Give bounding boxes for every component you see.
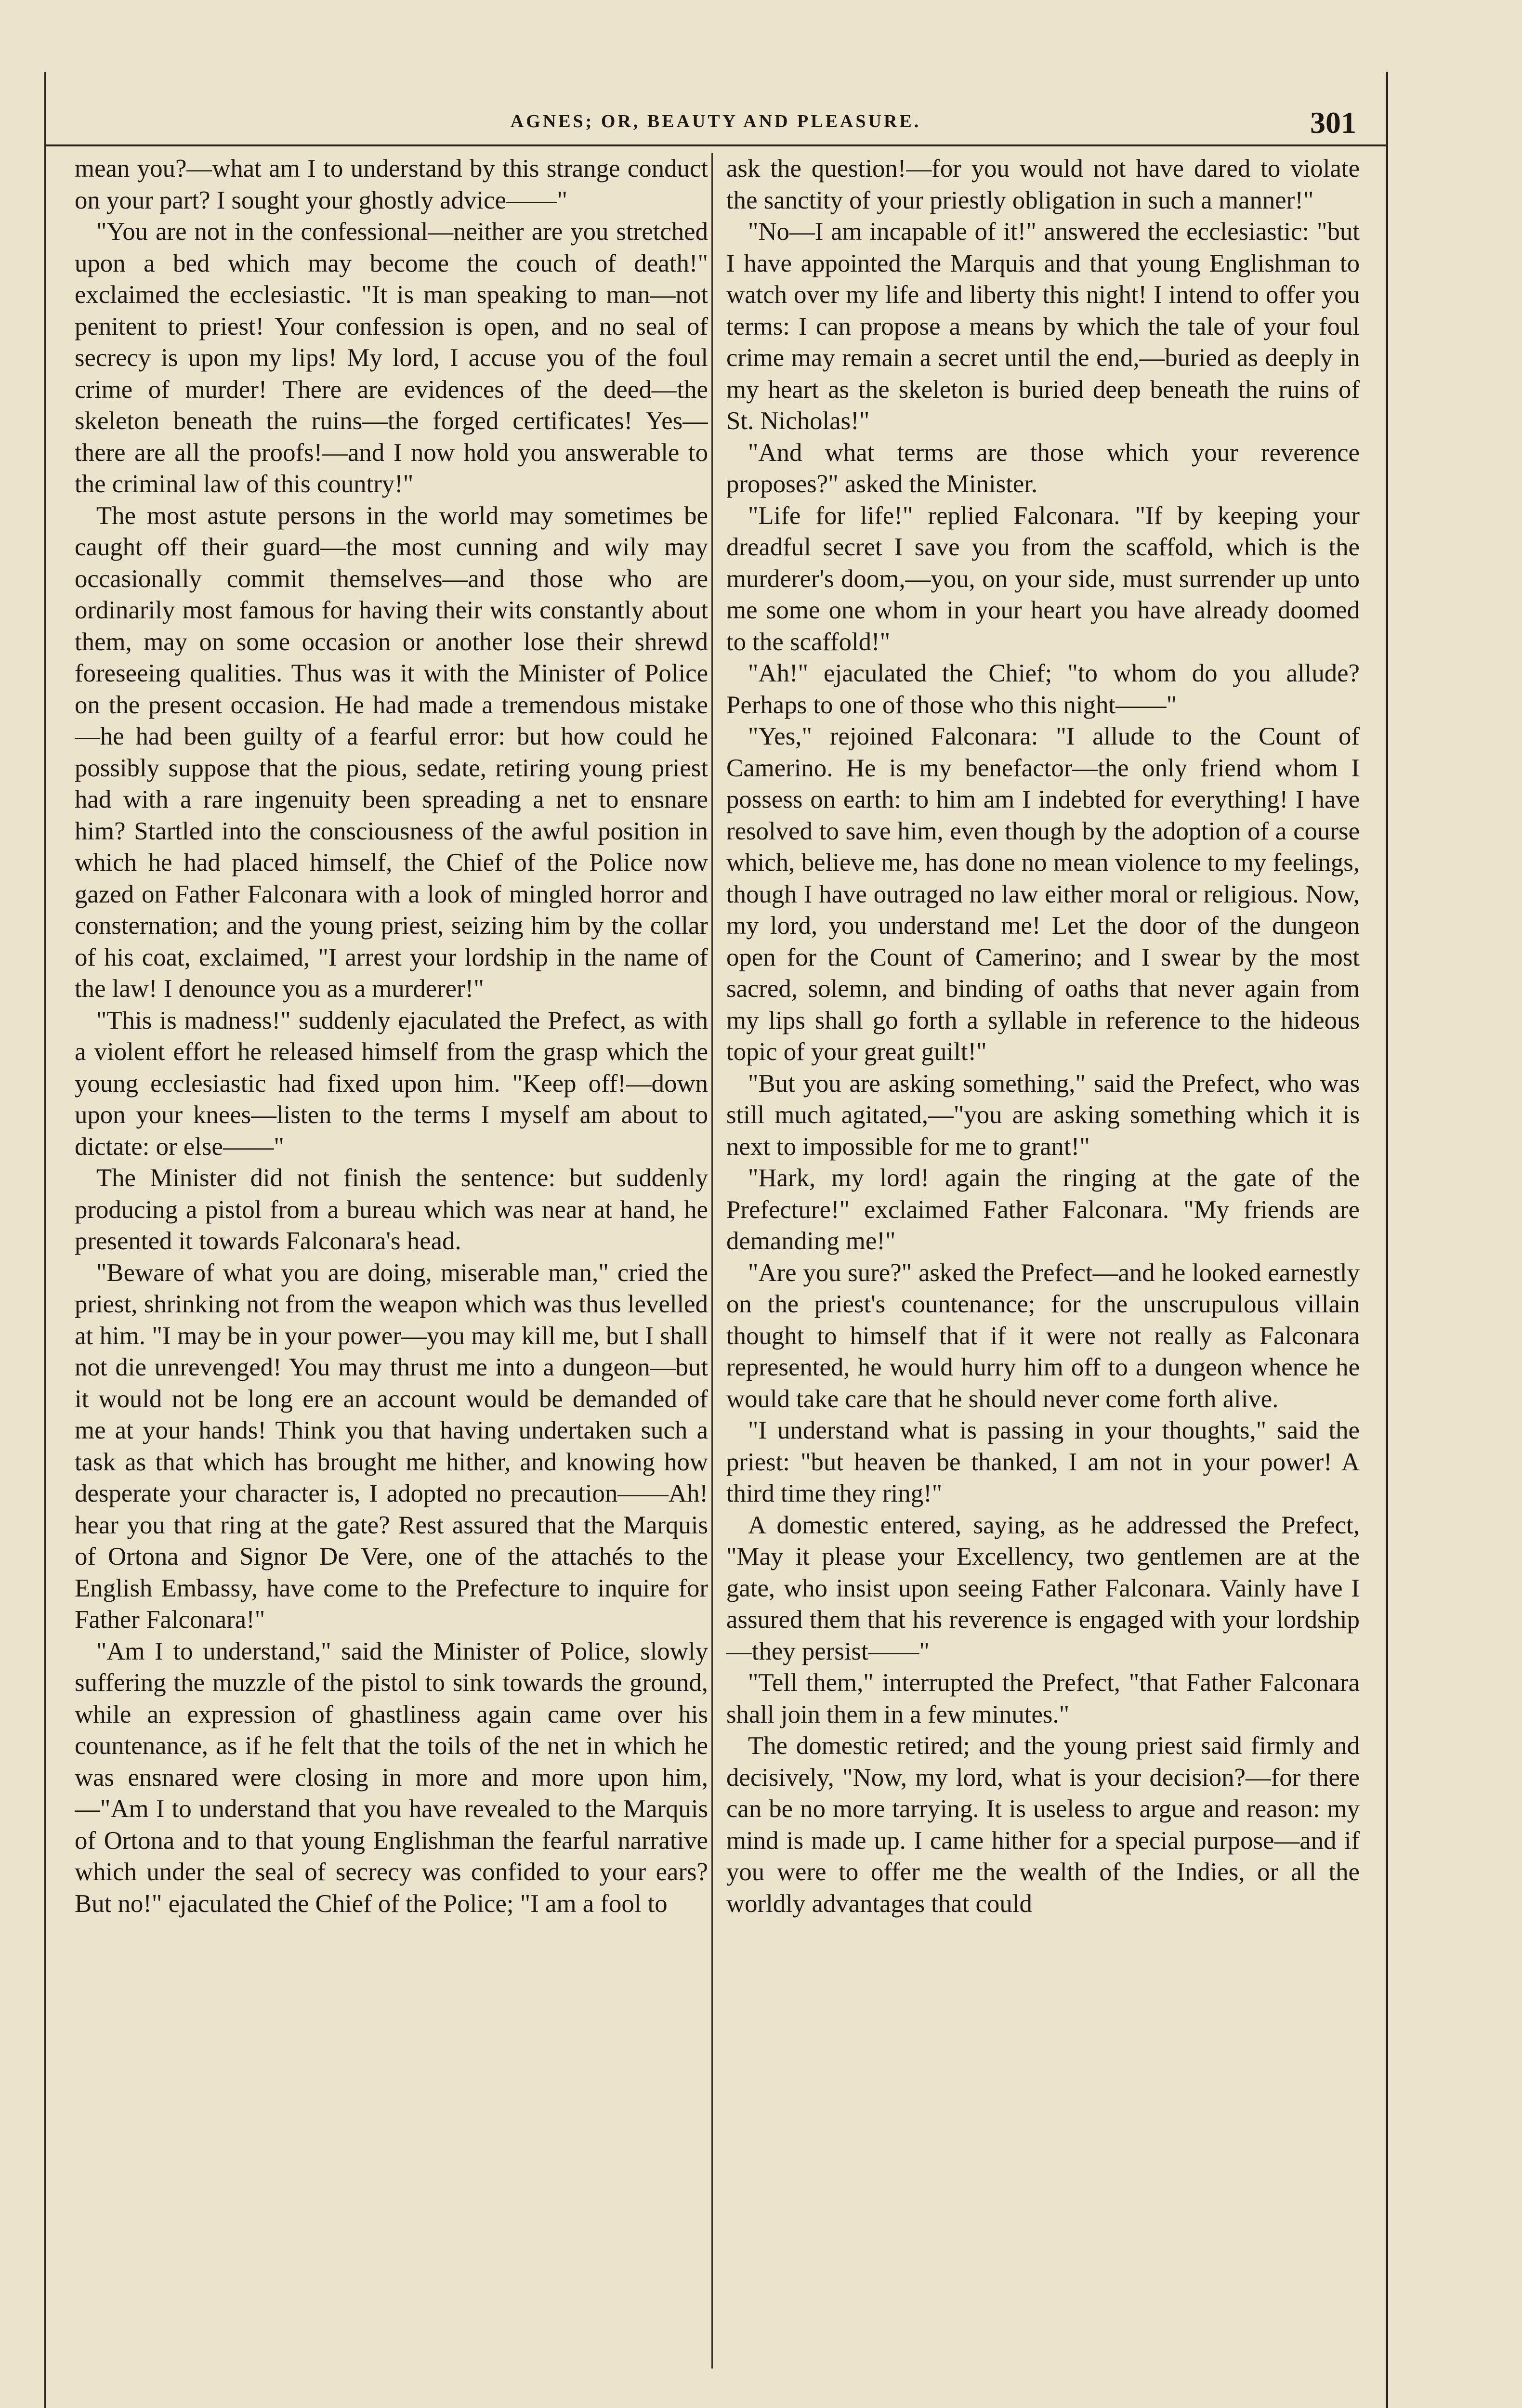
paragraph: "This is madness!" suddenly ejaculated the Prefect, as with a violent effort he released himself from the grasp which the young ecclesiastic had fixed upon him. "Keep off!—down upon your knees—listen to the terms I myself am about to dictate: or else——" bbox=[75, 1006, 708, 1161]
page-border-right bbox=[1386, 72, 1388, 2408]
paragraph: "Are you sure?" asked the Prefect—and he looked earnestly on the priest's countenance; for the unscrupulous villain thought to himself that if it were not really as Falconara represented, he would hurry him off to a dungeon whence he would take care that he should never come forth alive. bbox=[726, 1258, 1360, 1413]
paragraph: mean you?—what am I to understand by this strange conduct on your part? I sought your ghostly advice——" bbox=[75, 155, 708, 214]
paragraph: "Hark, my lord! again the ringing at the gate of the Prefecture!" exclaimed Father Falconara. "My friends are demanding me!" bbox=[726, 1164, 1360, 1255]
paragraph: "Yes," rejoined Falconara: "I allude to the Count of Camerino. He is my benefactor—the only friend whom I possess on earth: to him am I indebted for everything! I have resolved to save him, even though by the adoption of a course which, believe me, has done no mean violence to my feelings, though I have outraged no law either moral or religious. Now, my lord, you understand me! Let the door of the dungeon open for the Count of Camerino; and I swear by the most sacred, solemn, and binding of oaths that never again from my lips shall go forth a syllable in reference to the hideous topic of your great guilt!" bbox=[726, 722, 1360, 1066]
paragraph: "No—I am incapable of it!" answered the ecclesiastic: "but I have appointed the Marquis and that young Englishman to watch over my life and liberty this night! I intend to offer you terms: I can propose a means by which the tale of your foul crime may remain a secret until the end,—buried as deeply in my heart as the skeleton is buried deep beneath the ruins of St. Nicholas!" bbox=[726, 218, 1360, 435]
column-divider bbox=[711, 153, 713, 2369]
paragraph: The Minister did not finish the sentence: but suddenly producing a pistol from a bureau which was near at hand, he presented it towards Falconara's head. bbox=[75, 1164, 708, 1255]
paragraph: The most astute persons in the world may sometimes be caught off their guard—the most cunning and wily may occasionally commit themselves—and those who are ordinarily most famous for having their wits constantly about them, may on some occasion or another lose their shrewd foreseeing qualities. Thus was it with the Minister of Police on the present occasion. He had made a tremendous mistake—he had been guilty of a fearful error: but how could he possibly suppose that the pious, sedate, retiring young priest had with a rare ingenuity been spreading a net to ensnare him? Startled into the consciousness of the awful position in which he had placed himself, the Chief of the Police now gazed on Father Falconara with a look of mingled horror and consternation; and the young priest, seizing him by the collar of his coat, exclaimed, "I arrest your lordship in the name of the law! I denounce you as a murderer!" bbox=[75, 501, 708, 1003]
paragraph: "Am I to understand," said the Minister of Police, slowly suffering the muzzle of the pistol to sink towards the ground, while an expression of ghastliness again came over his countenance, as if he felt that the toils of the net in which he was ensnared were closing in more and more upon him,—"Am I to understand that you have revealed to the Marquis of Ortona and to that young Englishman the fearful narrative which under the seal of secrecy was confided to your ears? But no!" ejaculated the Chief of the Police; "I am a fool to bbox=[75, 1637, 708, 1918]
paragraph: The domestic retired; and the young priest said firmly and decisively, "Now, my lord, what is your decision?—for there can be no more tarrying. It is useless to argue and reason: my mind is made up. I came hither for a special purpose—and if you were to offer me the wealth of the Indies, or all the worldly advantages that could bbox=[726, 1732, 1360, 1918]
paragraph: "But you are asking something," said the Prefect, who was still much agitated,—"you are asking something which it is next to impossible for me to grant!" bbox=[726, 1069, 1360, 1161]
running-head bbox=[46, 100, 1385, 139]
running-title: AGNES; OR, BEAUTY AND PLEASURE. bbox=[510, 111, 921, 131]
paragraph: "And what terms are those which your reverence proposes?" asked the Minister. bbox=[726, 438, 1360, 498]
paragraph: "Beware of what you are doing, miserable man," cried the priest, shrinking not from the weapon which was thus levelled at him. "I may be in your power—you may kill me, but I shall not die unrevenged! You may thrust me into a dungeon—but it would not be long ere an account would be demanded of me at your hands! Think you that having undertaken such a task as that which has brought me hither, and knowing how desperate your character is, I adopted no precaution——Ah! hear you that ring at the gate? Rest assured that the Marquis of Ortona and Signor De Vere, one of the attachés to the English Embassy, have come to the Prefecture to inquire for Father Falconara!" bbox=[75, 1258, 708, 1634]
paragraph: "I understand what is passing in your thoughts," said the priest: "but heaven be thanked, I am not in your power! A third time they ring!" bbox=[726, 1416, 1360, 1507]
page-number: 301 bbox=[1310, 105, 1356, 140]
paragraph: A domestic entered, saying, as he addressed the Prefect, "May it please your Excellency, two gentlemen are at the gate, who insist upon seeing Father Falconara. Vainly have I assured them that his reverence is engaged with your lordship—they persist——" bbox=[726, 1511, 1360, 1665]
paragraph: "You are not in the confessional—neither are you stretched upon a bed which may become the couch of death!" exclaimed the ecclesiastic. "It is man speaking to man—not penitent to priest! Your confession is open, and no seal of secrecy is upon my lips! My lord, I accuse you of the foul crime of murder! There are evidences of the deed—the skeleton beneath the ruins—the forged certificates! Yes—there are all the proofs!—and I now hold you answerable to the criminal law of this country!" bbox=[75, 218, 708, 498]
header-rule bbox=[46, 144, 1386, 146]
paragraph: ask the question!—for you would not have dared to violate the sanctity of your priestly obligation in such a manner!" bbox=[726, 155, 1360, 214]
page-border-left bbox=[44, 72, 46, 2408]
right-column bbox=[726, 153, 1360, 2369]
paragraph: "Life for life!" replied Falconara. "If by keeping your dreadful secret I save you from the scaffold, which is the murderer's doom,—you, on your side, must surrender up unto me some one whom in your heart you have already doomed to the scaffold!" bbox=[726, 501, 1360, 656]
left-column bbox=[75, 153, 708, 2369]
paragraph: "Tell them," interrupted the Prefect, "that Father Falconara shall join them in a few minutes." bbox=[726, 1669, 1360, 1728]
paragraph: "Ah!" ejaculated the Chief; "to whom do you allude? Perhaps to one of those who this night——" bbox=[726, 659, 1360, 719]
